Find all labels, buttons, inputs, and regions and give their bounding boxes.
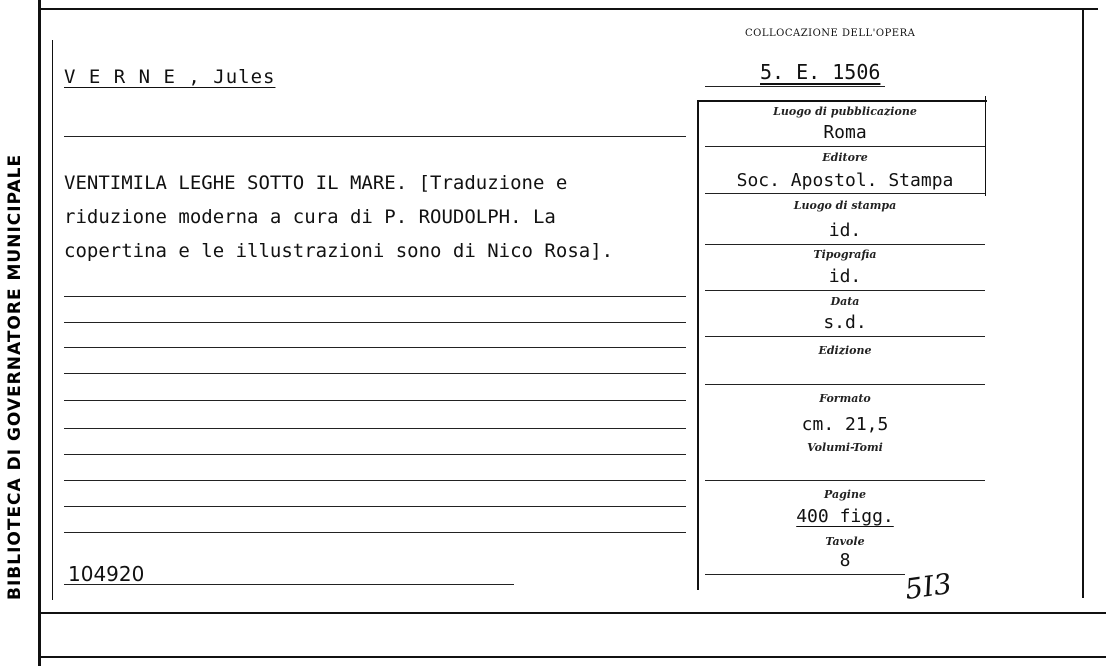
field-line [705, 290, 985, 291]
shelfmark: 5. E. 1506 [760, 60, 881, 84]
blank-line [64, 400, 686, 401]
label-tipografia: Tipografia [813, 248, 877, 261]
blank-line [64, 296, 686, 297]
spine-text: BIBLIOTECA DI GOVERNATORE MUNICIPALE [5, 153, 25, 600]
label-volumi-tomi: Volumi-Tomi [807, 441, 883, 454]
value-luogo-pubblicazione: Roma [823, 122, 867, 143]
base-line [38, 656, 1106, 658]
field-line [705, 574, 905, 575]
label-formato: Formato [819, 392, 871, 405]
value-tipografia: id. [828, 266, 862, 287]
value-editore: Soc. Apostol. Stampa [736, 170, 954, 191]
blank-line [64, 532, 686, 533]
title-line-1: VENTIMILA LEGHE SOTTO IL MARE. [Traduzione e [64, 172, 568, 194]
field-line [705, 384, 985, 385]
label-luogo-stampa: Luogo di stampa [793, 199, 897, 212]
label-data: Data [830, 295, 860, 308]
value-luogo-stampa: id. [828, 220, 862, 241]
handwritten-note: 5I3 [902, 566, 954, 607]
value-pagine: 400 figg. [796, 506, 894, 527]
blank-line [64, 136, 686, 137]
blank-line [64, 480, 686, 481]
value-tavole: 8 [839, 550, 851, 571]
collocazione-label: COLLOCAZIONE DELL'OPERA [745, 28, 916, 39]
field-line [705, 480, 985, 481]
bottom-border [38, 612, 1106, 614]
blank-line [64, 347, 686, 348]
spine-stamp [0, 0, 41, 666]
field-line [705, 146, 985, 147]
label-luogo-pubblicazione: Luogo di pubblicazione [773, 105, 917, 118]
field-box-top-line [697, 100, 987, 102]
right-border [1082, 8, 1084, 598]
inner-left-line [52, 40, 53, 600]
author: V E R N E , Jules [64, 66, 276, 88]
label-tavole: Tavole [825, 535, 865, 548]
label-editore: Editore [822, 151, 868, 164]
value-formato: cm. 21,5 [801, 414, 889, 435]
blank-line [64, 506, 686, 507]
top-border [38, 8, 1098, 10]
label-edizione: Edizione [818, 344, 872, 357]
field-line [705, 244, 985, 245]
title-line-2: riduzione moderna a cura di P. ROUDOLPH. La [64, 206, 556, 228]
field-box-left-line [697, 100, 699, 590]
shelfmark-line [705, 86, 885, 87]
inventory-number: 104920 [68, 562, 145, 586]
label-pagine: Pagine [824, 488, 866, 501]
blank-line [64, 454, 686, 455]
blank-line [64, 373, 686, 374]
field-line [705, 336, 985, 337]
title-line-3: copertina e le illustrazioni sono di Nico Rosa]. [64, 240, 614, 262]
blank-line [64, 322, 686, 323]
field-line [705, 193, 985, 194]
blank-line [64, 428, 686, 429]
value-data: s.d. [823, 312, 867, 333]
